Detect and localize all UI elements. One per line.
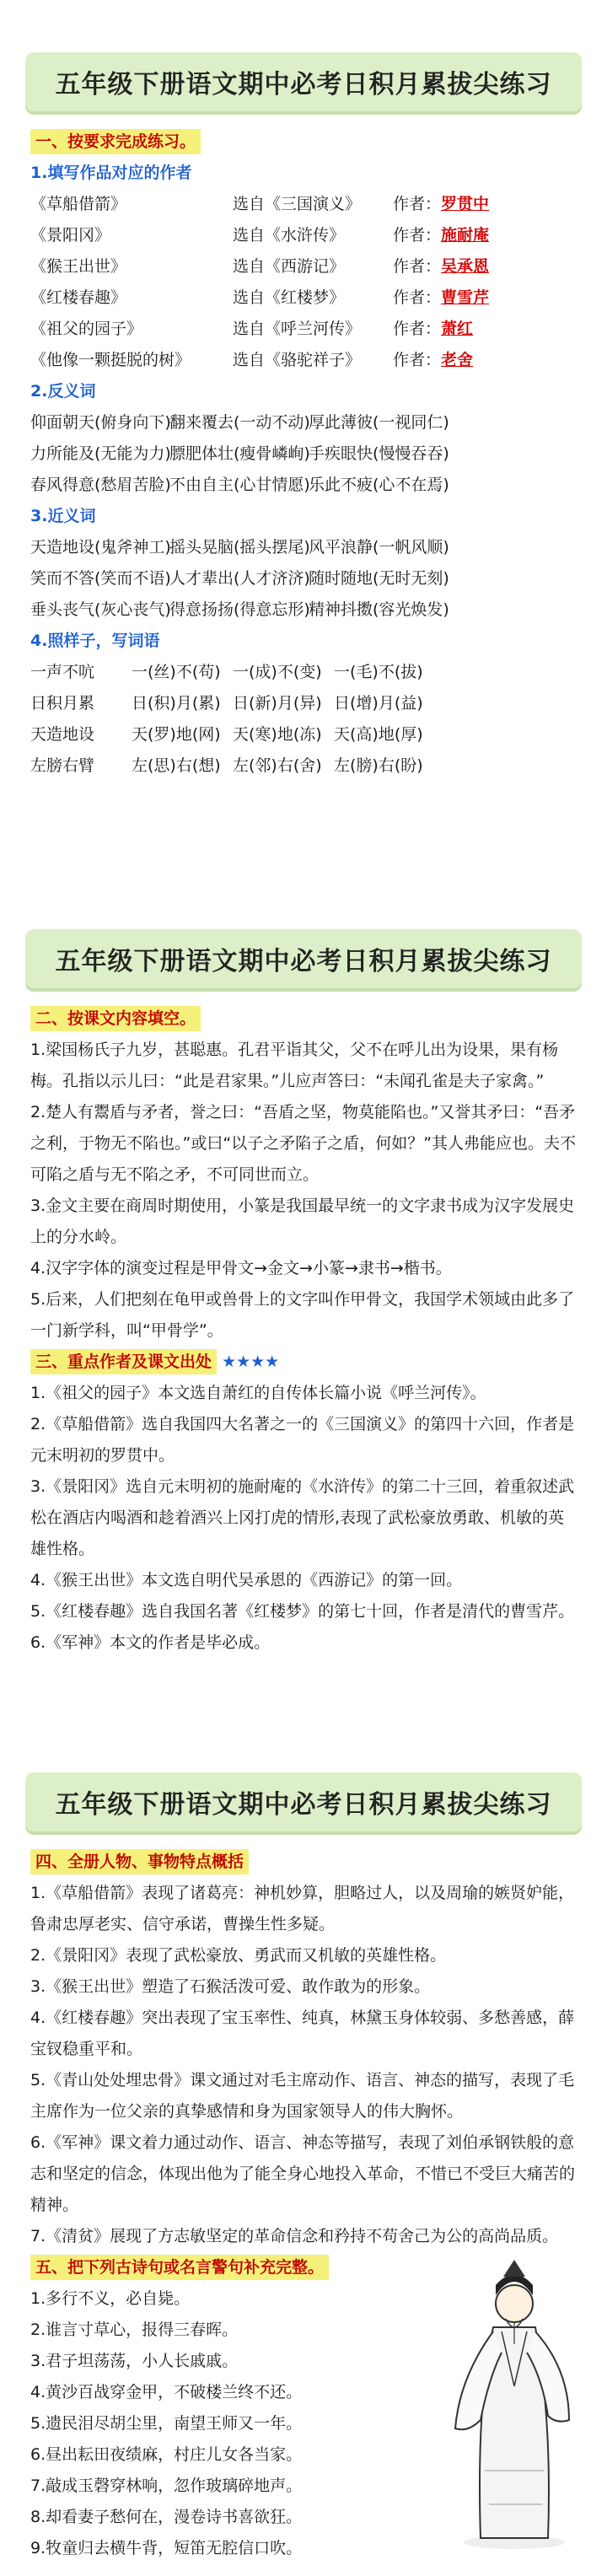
sub-heading: 1.填写作品对应的作者: [30, 164, 192, 182]
author-label: 作者：: [393, 320, 442, 338]
list-item: 5.《红楼春趣》选自我国名著《红楼梦》的第七十回，作者是清代的曹雪芹。: [30, 1602, 575, 1621]
author-name: 罗贯中: [441, 195, 490, 213]
page-2: [0, 877, 607, 1720]
section-heading: 一、按要求完成练习。: [30, 129, 201, 154]
page-2-content: [30, 1003, 578, 1659]
page-title: 五年级下册语文期中必考日积月累拔尖练习: [25, 52, 582, 111]
word-cell: 日积月累: [30, 694, 95, 713]
word-row: [30, 563, 578, 594]
word-cell: 天(寒)地(冻): [233, 725, 322, 744]
work-title: 《红楼春趣》: [30, 288, 127, 307]
word-cell: 精神抖擞(容光焕发): [309, 600, 449, 619]
synonyms-table: [30, 532, 578, 626]
list-item: 1.《祖父的园子》本文选自萧红的自传体长篇小说《呼兰河传》。: [30, 1384, 486, 1402]
antonyms-table: [30, 407, 578, 501]
author-label: 作者：: [393, 288, 442, 307]
list-item: 1.多行不义，必自毙。: [30, 2289, 191, 2308]
word-cell: 日(增)月(益): [334, 694, 423, 713]
word-cell: 天造地设(鬼斧神工): [30, 538, 171, 557]
author-label: 作者：: [393, 351, 442, 369]
work-row: [30, 314, 578, 345]
page-1: [0, 0, 607, 877]
work-source: 选自《西游记》: [233, 257, 346, 276]
work-author-cell: [393, 251, 561, 282]
word-cell: 左(思)右(想): [132, 756, 221, 775]
section-heading: 三、重点作者及课文出处: [30, 1349, 217, 1374]
list-item: 7.敲成玉磬穿林响，忽作玻璃碎地声。: [30, 2477, 303, 2495]
word-cell: 风平浪静(一帆风顺): [309, 538, 449, 557]
page-3: [0, 1720, 607, 2576]
author-name: 曹雪芹: [441, 288, 490, 307]
work-row: [30, 220, 578, 251]
list-item: 7.《清贫》展现了方志敏坚定的革命信念和矜持不苟舍己为公的高尚品质。: [30, 2227, 559, 2245]
list-item: 4.黄沙百战穿金甲，不破楼兰终不还。: [30, 2383, 303, 2401]
work-title: 《草船借箭》: [30, 195, 127, 213]
patterns-table: [30, 657, 578, 782]
list-item: 5.《青山处处埋忠骨》课文通过对毛主席动作、语言、神态的描写，表现了毛主席作为一位父亲的真挚感情和身为国家领导人的伟大胸怀。: [30, 2071, 575, 2121]
word-cell: 仰面朝天(俯身向下): [30, 413, 171, 432]
word-cell: 天(高)地(厚): [334, 725, 423, 744]
author-label: 作者：: [393, 257, 442, 276]
word-row: [30, 407, 578, 438]
work-source: 选自《骆驼祥子》: [233, 351, 362, 369]
work-author-cell: [393, 314, 561, 345]
work-title: 《景阳冈》: [30, 226, 111, 245]
word-cell: 不由自主(心甘情愿): [169, 476, 310, 494]
work-source: 选自《水浒传》: [233, 226, 346, 245]
word-cell: 翻来覆去(一动不动): [169, 413, 310, 432]
word-cell: 天(罗)地(网): [132, 725, 221, 744]
list-item: 4.汉字字体的演变过程是甲骨文→金文→小篆→隶书→楷书。: [30, 1259, 452, 1277]
traits-list: [30, 1878, 578, 2252]
word-cell: 手疾眼快(慢慢吞吞): [309, 444, 449, 463]
list-item: 1.梁国杨氏子九岁，甚聪惠。孔君平诣其父，父不在呼儿出为设果，果有杨梅。孔指以示儿曰：“此是君家果。”儿应声答曰：“未闻孔雀是夫子家禽。”: [30, 1041, 559, 1090]
word-cell: 天造地设: [30, 725, 95, 744]
word-cell: 左膀右臂: [30, 756, 95, 775]
author-name: 老舍: [441, 351, 474, 369]
word-row: [30, 594, 578, 626]
word-row: [30, 532, 578, 563]
word-cell: 一(毛)不(拔): [334, 663, 423, 681]
author-name: 吴承恩: [441, 257, 490, 276]
sub-heading: 2.反义词: [30, 382, 96, 401]
list-item: 8.却看妻子愁何在，漫卷诗书喜欲狂。: [30, 2508, 303, 2526]
work-source: 选自《呼兰河传》: [233, 320, 362, 338]
word-cell: 力所能及(无能为力): [30, 444, 171, 463]
author-label: 作者：: [393, 226, 442, 245]
list-item: 4.《红楼春趣》突出表现了宝玉率性、纯真，林黛玉身体较弱、多愁善感，薛宝钗稳重平和。: [30, 2009, 575, 2058]
list-item: 4.《猴王出世》本文选自明代吴承恩的《西游记》的第一回。: [30, 1571, 463, 1589]
list-item: 6.《军神》课文着力通过动作、语言、神态等描写，表现了刘伯承钢铁般的意志和坚定的信念，体现出他为了能全身心地投入革命，不惜已不受巨大痛苦的精神。: [30, 2133, 576, 2214]
stars-rating: ★★★★: [222, 1353, 280, 1371]
work-title: 《猴王出世》: [30, 257, 127, 276]
word-cell: 一(丝)不(苟): [132, 663, 221, 681]
list-item: 2.楚人有鬻盾与矛者，誉之曰：“吾盾之坚，物莫能陷也。”又誉其矛曰：“吾矛之利，于物无不陷也。”或曰“以子之矛陷子之盾，何如？”其人弗能应也。夫不可陷之盾与无不陷之矛，不可同世而立。: [30, 1103, 577, 1184]
list-item: 1.《草船借箭》表现了诸葛亮：神机妙算，胆略过人，以及周瑜的嫉贤妒能，鲁肃忠厚老实、信守承诺，曹操生性多疑。: [30, 1884, 575, 1933]
word-row: [30, 657, 578, 688]
word-cell: 人才辈出(人才济济): [169, 569, 310, 588]
work-row: [30, 251, 578, 282]
word-cell: 一声不吭: [30, 663, 95, 681]
list-item: 5.后来，人们把刻在龟甲或兽骨上的文字叫作甲骨文，我国学术领域由此多了一门新学科，叫“甲骨学”。: [30, 1290, 575, 1340]
word-cell: 春风得意(愁眉苦脸): [30, 476, 171, 494]
word-cell: 左(邻)右(舍): [233, 756, 322, 775]
word-cell: 得意扬扬(得意忘形): [169, 600, 310, 619]
list-item: 5.遗民泪尽胡尘里，南望王师又一年。: [30, 2414, 303, 2433]
work-title: 《祖父的园子》: [30, 320, 143, 338]
poems-list: [30, 2283, 401, 2564]
ancient-scholar-illustration: [443, 2251, 586, 2555]
section-heading: 二、按课文内容填空。: [30, 1006, 201, 1031]
work-row: [30, 345, 578, 376]
word-row: [30, 688, 578, 719]
word-row: [30, 470, 578, 501]
work-author-cell: [393, 345, 561, 376]
author-name: 萧红: [441, 320, 474, 338]
work-author-cell: [393, 220, 561, 251]
section-heading: 四、全册人物、事物特点概括: [30, 1849, 249, 1874]
word-cell: 笑而不答(笑而不语): [30, 569, 171, 588]
author-name: 施耐庵: [441, 226, 490, 245]
word-cell: 一(成)不(变): [233, 663, 322, 681]
page-1-content: [30, 126, 578, 782]
origin-list: [30, 1378, 578, 1659]
list-item: 3.金文主要在商周时期使用，小篆是我国最早统一的文字隶书成为汉字发展史上的分水岭。: [30, 1197, 575, 1246]
word-row: [30, 719, 578, 750]
word-cell: 摇头晃脑(摇头摆尾): [169, 538, 310, 557]
word-cell: 垂头丧气(灰心丧气): [30, 600, 171, 619]
word-cell: 厚此薄彼(一视同仁): [309, 413, 449, 432]
word-row: [30, 750, 578, 782]
author-label: 作者：: [393, 195, 442, 213]
work-row: [30, 189, 578, 220]
work-title: 《他像一颗挺脱的树》: [30, 351, 191, 369]
word-cell: 左(膀)右(盼): [334, 756, 423, 775]
list-item: 3.《景阳冈》选自元末明初的施耐庵的《水浒传》的第二十三回，着重叙述武松在酒店内喝酒和趁着酒兴上冈打虎的情形,表现了武松豪放勇敢、机敏的英雄性格。: [30, 1477, 575, 1558]
work-source: 选自《三国演义》: [233, 195, 362, 213]
sub-heading: 3.近义词: [30, 507, 96, 525]
word-cell: 乐此不疲(心不在焉): [309, 476, 449, 494]
fill-list: [30, 1035, 578, 1347]
work-source: 选自《红楼梦》: [233, 288, 346, 307]
page-title: 五年级下册语文期中必考日积月累拔尖练习: [25, 929, 582, 988]
list-item: 9.牧童归去横牛背，短笛无腔信口吹。: [30, 2539, 303, 2557]
work-author-cell: [393, 189, 561, 220]
word-row: [30, 438, 578, 470]
word-cell: 日(新)月(异): [233, 694, 322, 713]
list-item: 2.《草船借箭》选自我国四大名著之一的《三国演义》的第四十六回，作者是元末明初的罗贯中。: [30, 1415, 575, 1465]
page-title: 五年级下册语文期中必考日积月累拔尖练习: [25, 1772, 582, 1831]
list-item: 6.昼出耘田夜绩麻，村庄儿女各当家。: [30, 2445, 303, 2464]
work-author-cell: [393, 282, 561, 314]
list-item: 6.《军神》本文的作者是毕必成。: [30, 1633, 271, 1652]
list-item: 2.《景阳冈》表现了武松豪放、勇武而又机敏的英雄性格。: [30, 1946, 447, 1965]
work-row: [30, 282, 578, 314]
word-cell: 随时随地(无时无刻): [309, 569, 449, 588]
section-heading: 五、把下列古诗句或名言警句补充完整。: [30, 2255, 329, 2280]
word-cell: 日(积)月(累): [132, 694, 221, 713]
list-item: 3.君子坦荡荡，小人长戚戚。: [30, 2352, 239, 2370]
works-table: [30, 189, 578, 376]
list-item: 2.谁言寸草心，报得三春晖。: [30, 2321, 239, 2339]
list-item: 3.《猴王出世》塑造了石猴活泼可爱、敢作敢为的形象。: [30, 1977, 431, 1996]
word-cell: 膘肥体壮(瘦骨嶙峋): [169, 444, 310, 463]
sub-heading: 4.照样子，写词语: [30, 632, 160, 650]
